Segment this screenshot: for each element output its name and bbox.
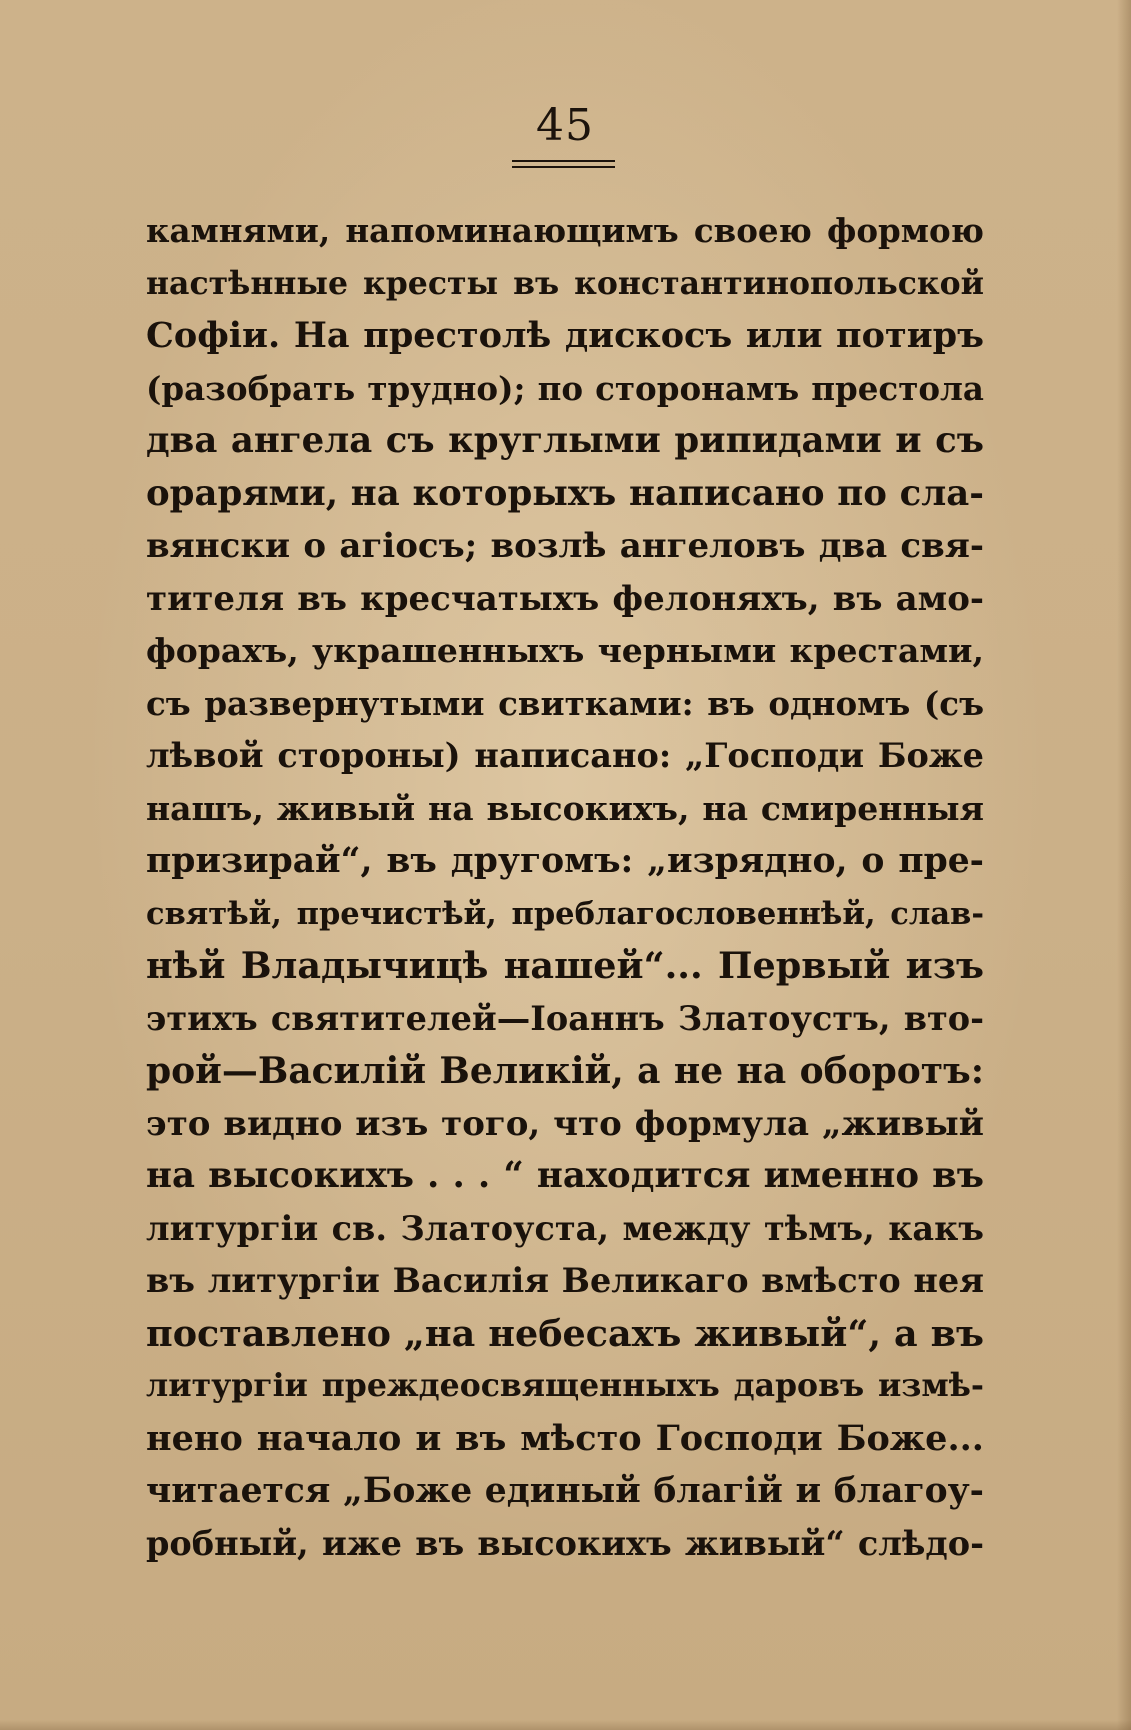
text-line: на высокихъ . . . “ находится именно въ [146, 1155, 984, 1196]
page-edge-shadow [1117, 0, 1131, 1730]
body-text [146, 205, 984, 1570]
text-line: поставлено „на небесахъ живый“, а въ [146, 1311, 984, 1355]
text-line: (разобрать трудно); по сторонамъ престола [146, 368, 984, 408]
text-line: святѣй, пречистѣй, преблагословеннѣй, слав- [146, 895, 984, 932]
page-bottom-shadow [0, 1720, 1131, 1730]
text-line: этихъ святителей—Іоаннъ Златоустъ, вто- [146, 998, 984, 1038]
page-number-rule-top [512, 160, 615, 162]
text-line: это видно изъ того, что формула „живый [146, 1103, 984, 1144]
text-line: нашъ, живый на высокихъ, на смиренныя [146, 788, 984, 828]
text-line: рой—Василій Великій, а не на оборотъ: [146, 1050, 984, 1092]
text-line: литургіи св. Златоуста, между тѣмъ, какъ [146, 1208, 984, 1248]
text-line: настѣнные кресты въ константинопольской [146, 264, 984, 302]
text-line: робный, иже въ высокихъ живый“ слѣдо- [146, 1523, 984, 1563]
text-line: Софіи. На престолѣ дискосъ или потиръ [146, 315, 984, 356]
text-line: вянски о агіосъ; возлѣ ангеловъ два свя- [146, 526, 984, 566]
text-line: камнями, напоминающимъ своею формою [146, 211, 984, 250]
text-line: тителя въ кресчатыхъ фелоняхъ, въ амо- [146, 578, 984, 619]
text-line: лѣвой стороны) написано: „Господи Боже [146, 736, 984, 775]
text-line: форахъ, украшенныхъ черными крестами, [146, 631, 984, 670]
text-line: орарями, на которыхъ написано по сла- [146, 472, 984, 514]
text-line: нѣй Владычицѣ нашей“... Первый изъ [146, 944, 984, 987]
text-line: нено начало и въ мѣсто Господи Боже... [146, 1417, 984, 1459]
page-number-rule-bottom [512, 166, 615, 168]
text-line: читается „Боже единый благій и благоу- [146, 1471, 984, 1511]
text-line: призирай“, въ другомъ: „изрядно, о пре- [146, 841, 984, 881]
text-line: съ развернутыми свитками: въ одномъ (съ [146, 683, 984, 723]
text-line: два ангела съ круглыми рипидами и съ [146, 420, 984, 461]
page-number: 45 [536, 100, 594, 151]
text-line: литургіи преждеосвященныхъ даровъ измѣ- [146, 1367, 984, 1404]
text-line: въ литургіи Василія Великаго вмѣсто нея [146, 1261, 984, 1300]
